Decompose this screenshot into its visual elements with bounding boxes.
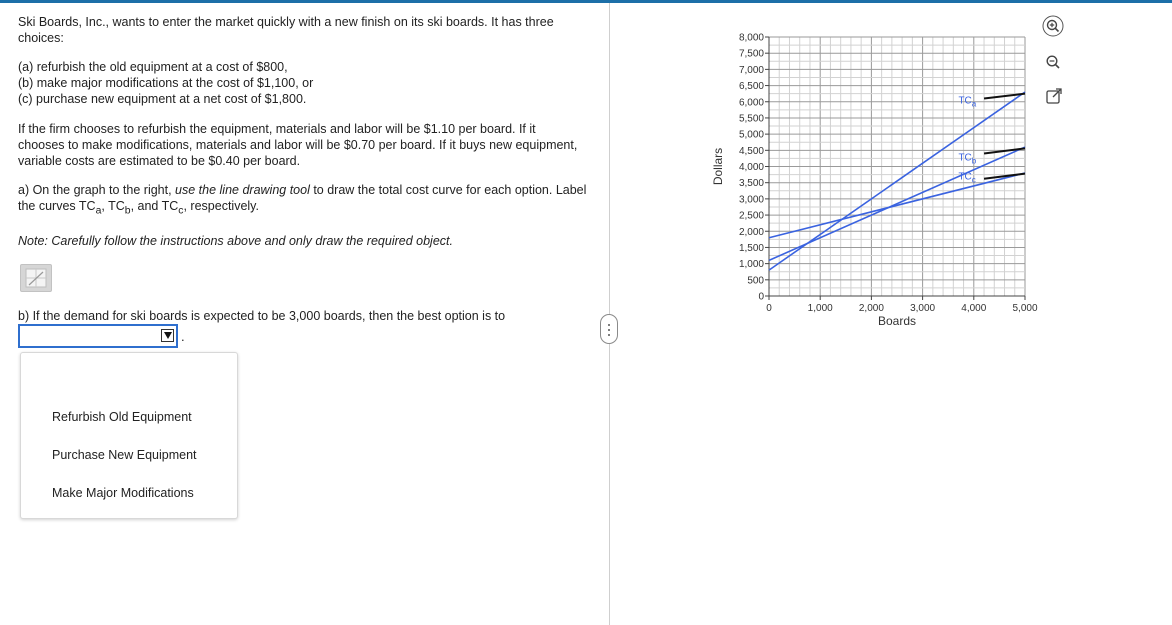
note-text: Note: Carefully follow the instructions above and only draw the required object. [18,234,453,248]
part-a-sep1: , TC [101,199,125,213]
option-dropdown-list [20,352,238,519]
y-tick-label: 7,000 [738,64,764,76]
x-tick-label: 4,000 [961,303,987,314]
series-label-sub-c: c [971,175,976,185]
y-tick-label: 8,000 [738,32,764,44]
x-tick-labels [766,296,1038,314]
chart-grid [769,37,1025,296]
part-a-sub-b: b [124,205,131,217]
series-label-sub-a: a [971,99,977,109]
part-b-question: b) If the demand for ski boards is expected to be 3,000 boards, then the best option is to [18,309,506,323]
y-tick-label: 3,500 [738,178,764,190]
x-tick-label: 0 [766,303,772,314]
y-tick-label: 2,000 [738,226,764,238]
line-tool-icon [21,265,51,291]
part-a-instructions [18,182,588,220]
y-tick-label: 4,000 [738,162,764,173]
y-tick-label: 0 [758,291,764,303]
question-intro: Ski Boards, Inc., wants to enter the market quickly with a new finish on its ski boards. It has three choices: [18,15,554,45]
zoom-in-icon[interactable] [1042,15,1064,37]
part-a-sub-c: c [178,205,184,217]
series-label-c: $TC_c$ [958,171,976,185]
y-tick-label: 6,000 [738,97,764,109]
y-tick-label: 4,500 [738,145,764,157]
series-label-a: $TC_a$ [958,95,977,109]
x-axis-label: Boards [877,314,917,328]
part-a-sub-a: a [95,205,102,217]
option-purchase-new[interactable]: Purchase New Equipment [52,448,197,462]
divider-drag-handle[interactable] [600,314,618,344]
y-tick-label: 5,000 [738,129,764,141]
part-a-sep2: , and TC [130,199,179,213]
y-tick-label: 500 [747,275,764,287]
y-tick-label: 7,500 [738,48,764,60]
option-modify[interactable]: Make Major Modifications [52,486,194,500]
y-tick-label: 6,500 [738,81,764,93]
choice-c: (c) purchase new equipment at a net cost of $1,800. [18,92,307,106]
choice-b: (b) make major modifications at the cost of $1,100, or [18,76,314,90]
expand-icon[interactable] [1043,85,1065,107]
option-refurbish[interactable]: Refurbish Old Equipment [52,410,192,424]
choices-list [18,59,313,107]
chart-series [769,92,1025,270]
y-tick-label: 1,500 [738,242,764,254]
x-tick-label: 3,000 [910,303,936,314]
choice-a: (a) refurbish the old equipment at a cost of $800, [18,60,288,74]
part-a-middle: to draw the total cost curve for each option. Label the curves TC [18,183,587,213]
line-tool-button[interactable] [20,264,52,292]
y-tick-label: 1,000 [738,259,764,271]
zoom-out-icon[interactable] [1042,51,1064,73]
series-line-b[interactable] [769,147,1025,260]
x-tick-label: 5,000 [1012,303,1038,314]
series-label-b: $TC_b$ [958,152,977,166]
y-tick-labels [739,33,769,303]
part-a-suffix: , respectively. [183,199,259,213]
y-tick-label: 5,500 [738,113,764,125]
cost-chart[interactable] [700,25,1040,330]
series-label-sub-b: b [971,156,977,166]
part-a-tool-hint: use the line drawing tool [175,183,310,197]
best-option-select[interactable] [18,324,178,348]
cost-description: If the firm chooses to refurbish the equipment, materials and labor will be $1.10 per board. If it chooses to make modifications, materials and labor will be $0.70 per board. If it buys new equipment, variable costs are estimated to be $0.40 per board. [18,122,578,168]
y-axis-label: Dollars [711,147,725,186]
y-tick-label: 2,500 [738,210,764,222]
top-accent-bar [0,0,1172,3]
x-tick-label: 2,000 [858,303,884,314]
dropdown-arrow-icon[interactable] [161,329,174,342]
select-period: . [181,329,185,344]
part-a-prefix: a) On the graph to the right, [18,183,176,197]
x-tick-label: 1,000 [807,303,833,314]
y-tick-label: 3,000 [738,194,764,206]
